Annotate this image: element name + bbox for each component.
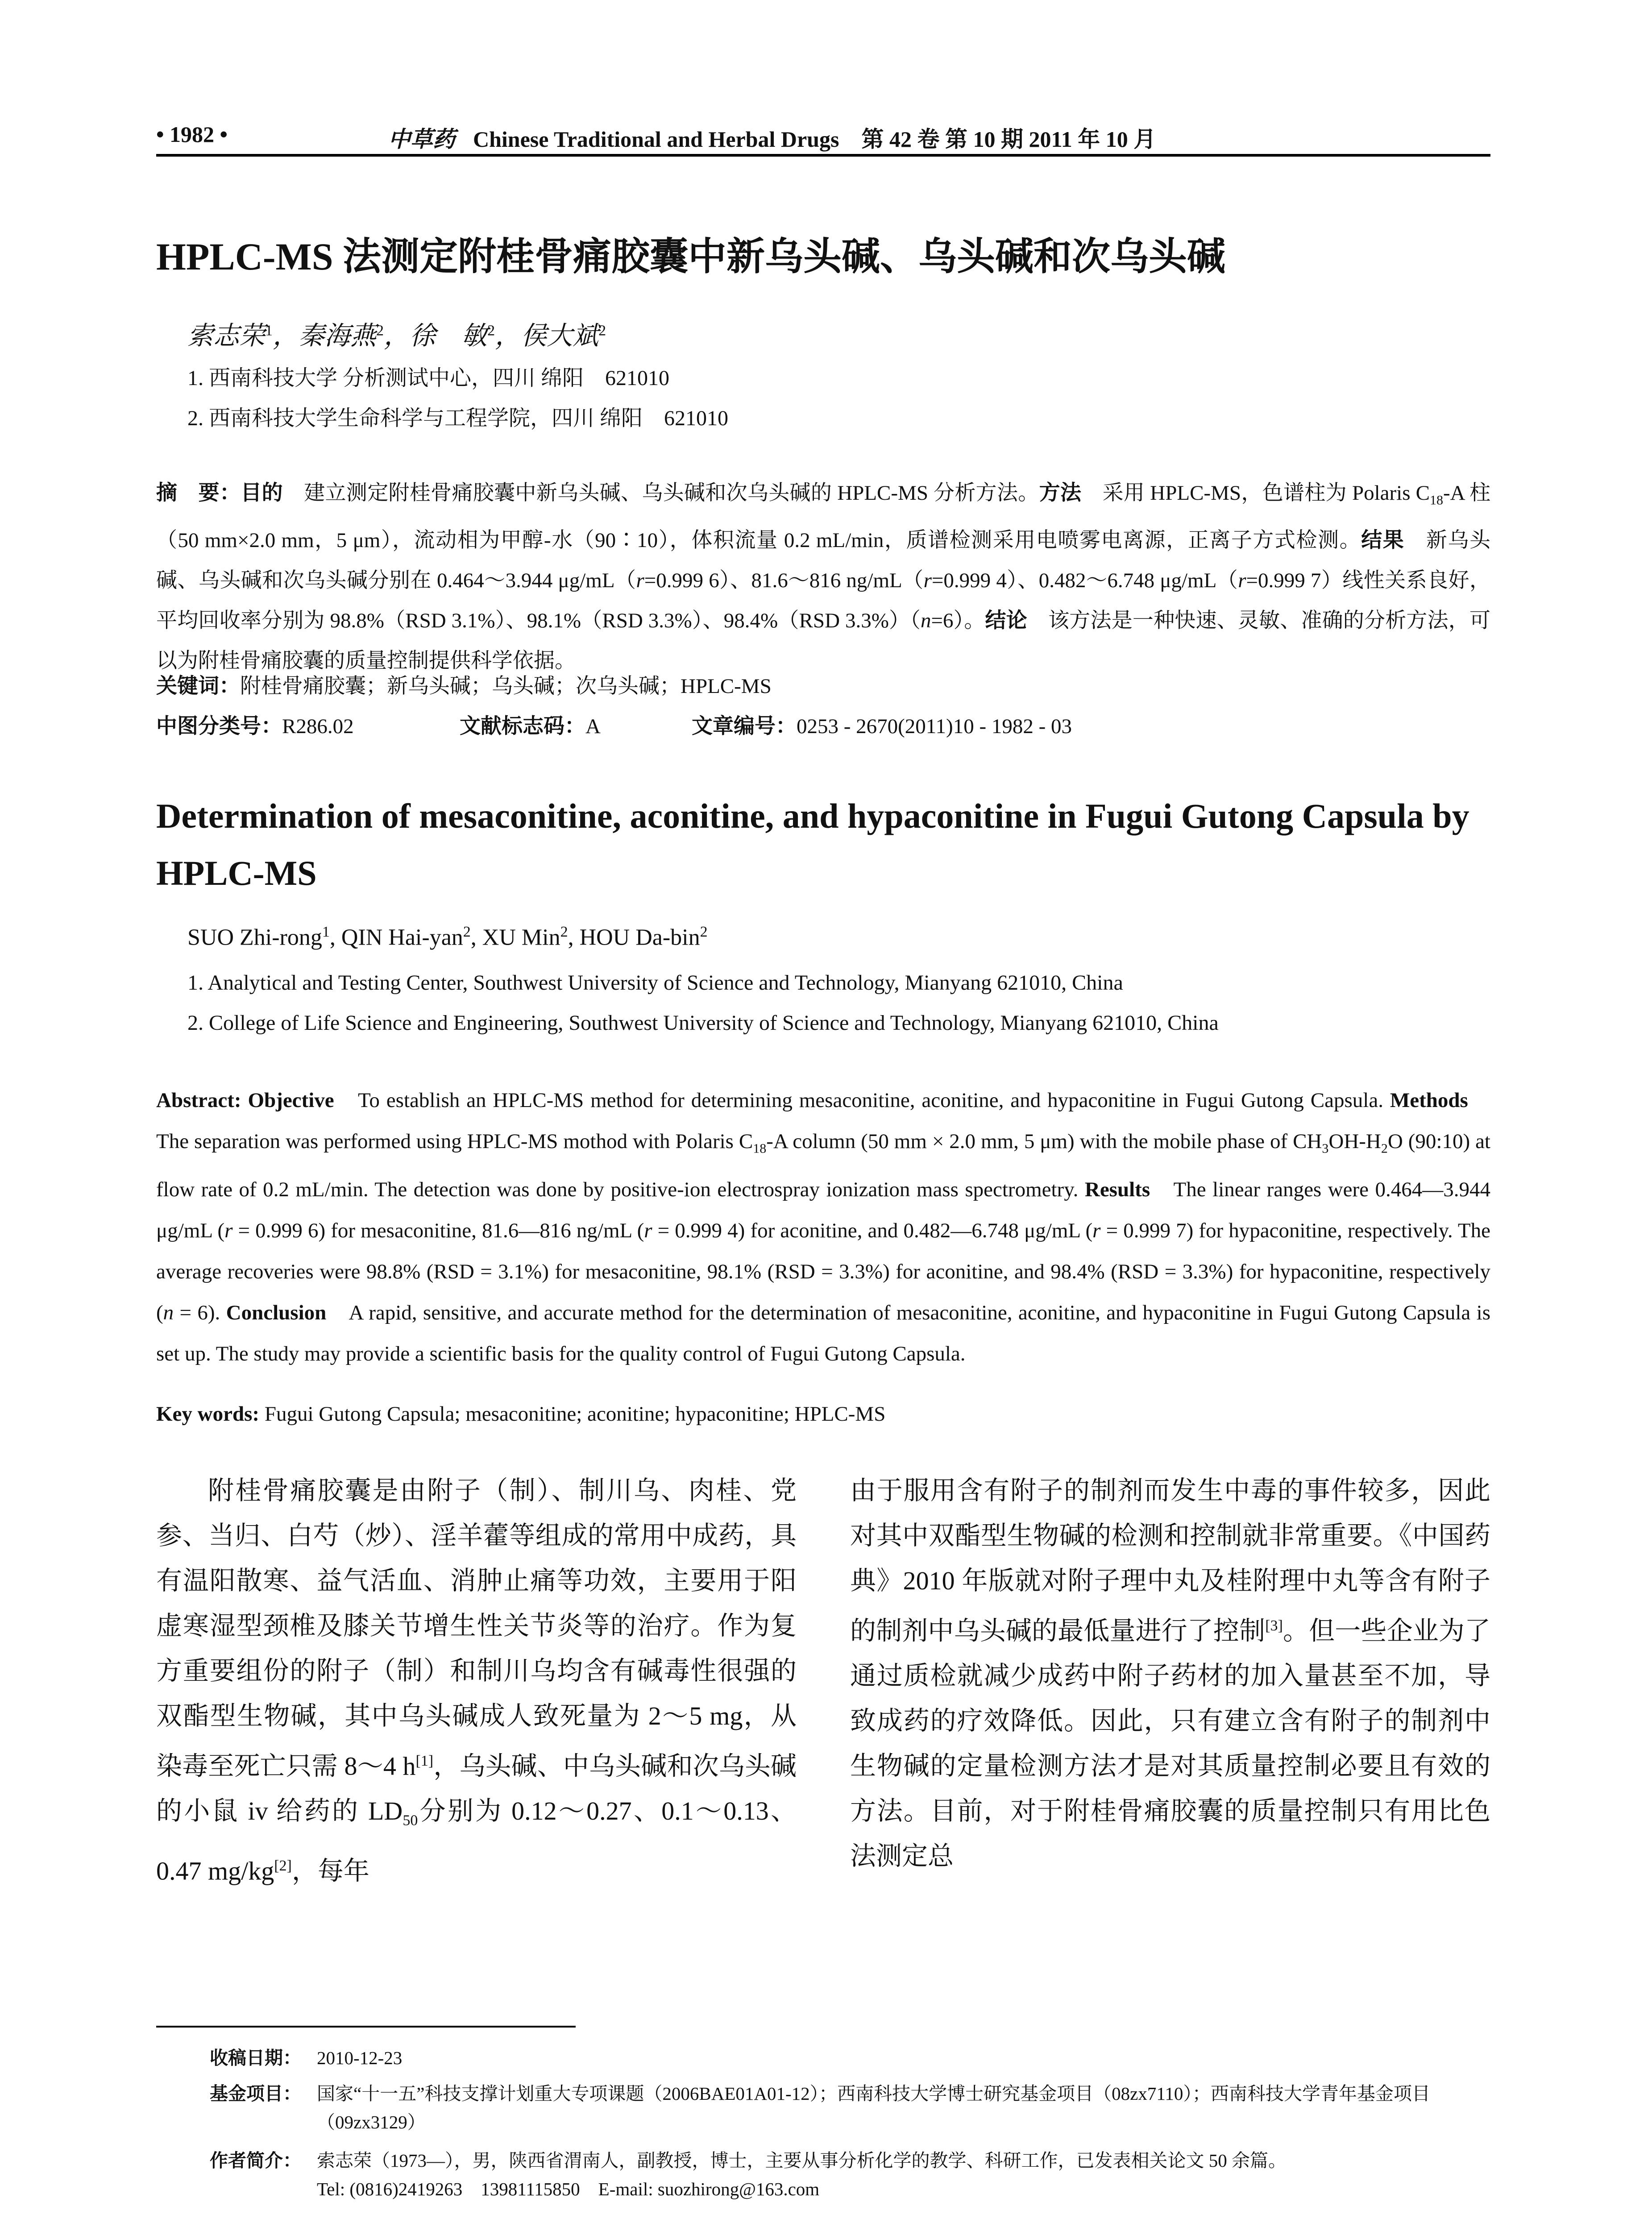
subscript: 18 [753, 1141, 767, 1156]
en-affiliation-1: 1. Analytical and Testing Center, Southwest University of Science and Technology, Mianyang 621010, China [187, 971, 1123, 995]
body-column-left [156, 1468, 797, 1893]
italic-symbol: r [1238, 569, 1246, 593]
author-affil-mark: 1 [265, 322, 273, 339]
doc-code-label: 文献标志码： [460, 715, 585, 738]
subscript: 50 [403, 1812, 418, 1829]
cn-methods-text: 采用 HPLC-MS，色谱柱为 Polaris C [1081, 481, 1430, 505]
citation: [2] [274, 1857, 292, 1874]
cn-results-text: =0.999 7）线性关系良好，平均回收率分别为 98.8%（RSD 3.1%）、98.1%（RSD 3.3%）、98.4%（RSD 3.3%）（ [156, 569, 1490, 633]
subscript: 18 [1429, 493, 1443, 508]
cn-objective-label: 目的 [241, 481, 283, 505]
footnote-text: 2010-12-23 [317, 2048, 403, 2068]
en-results-label: Results [1084, 1178, 1150, 1202]
author-name: HOU Da-bin [579, 925, 700, 950]
page-number: • 1982 • [156, 122, 228, 147]
author-affil-mark: 2 [487, 322, 495, 339]
author-name: 侯大斌 [521, 321, 599, 350]
italic-symbol: r [636, 569, 644, 593]
footnote-rule [156, 2026, 576, 2028]
author-affil-mark: 2 [598, 322, 606, 339]
author-name: SUO Zhi-rong [187, 925, 322, 950]
italic-symbol: r [1092, 1219, 1101, 1243]
en-methods-text: -A column (50 mm × 2.0 mm, 5 μm) with the mobile phase of CH [766, 1130, 1322, 1153]
body-text: ，乌头碱、中乌头碱和次乌头碱的小鼠 iv 给药的 LD [156, 1751, 797, 1826]
citation: [3] [1265, 1617, 1283, 1634]
en-abstract-label: Abstract: Objective [156, 1089, 334, 1112]
cn-results-text: =6）。 [931, 609, 985, 633]
body-text: 附桂骨痛胶囊是由附子（制）、制川乌、肉桂、党参、当归、白芍（炒）、淫羊藿等组成的常用中成药，具有温阳散寒、益气活血、消肿止痛等功效，主要用于阳虚寒湿型颈椎及膝关节增生性关节炎等的治疗。作为复方重要组份的附子（制）和制川乌均含有碱毒性很强的双酯型生物碱，其中乌头碱成人致死量为 2～5 mg，从染毒至死亡只需 8～4 h [156, 1476, 797, 1781]
body-text: 分别为 0.12～0.27、0.1～0.13、0.47 mg/kg [156, 1796, 797, 1886]
author-affil-mark: 2 [376, 322, 384, 339]
author-affil-mark: 2 [700, 924, 708, 940]
italic-symbol: n [163, 1301, 174, 1325]
journal-name-en: Chinese Traditional and Herbal Drugs [473, 127, 839, 152]
footnote-funding [210, 2079, 1490, 2136]
en-results-text: = 0.999 7) for hypaconitine, respectively. The average recoveries were 98.8% (RSD = 3.1%) for mesaconitine, 98.1% (RSD = 3.3%) for aconitine, and 98.4% (RSD = 3.3%) for hypaconitine, respectively ( [156, 1219, 1490, 1325]
cn-affiliation-1: 1. 西南科技大学 分析测试中心，四川 绵阳 621010 [187, 366, 670, 390]
cn-results-text: =0.999 4）、0.482～6.748 μg/mL（ [931, 569, 1238, 593]
cn-abstract [156, 473, 1490, 681]
author-affil-mark: 1 [322, 924, 330, 940]
author-name: 徐 敏 [410, 321, 488, 350]
subscript: 3 [1322, 1141, 1329, 1156]
italic-symbol: n [920, 609, 931, 633]
footnote-author-bio [210, 2146, 1490, 2203]
author-affil-mark: 2 [463, 924, 471, 940]
footnote-label: 基金项目： [210, 2083, 301, 2104]
author-name: 秦海燕 [299, 321, 377, 350]
en-authors: SUO Zhi-rong$^1$, QIN Hai-yan$^2$, XU Min$^2$, HOU Da-bin$^2$ [187, 924, 708, 950]
cn-results-text: =0.999 6）、81.6～816 ng/mL（ [644, 569, 924, 593]
en-methods-text: The separation was performed using HPLC-MS mothod with Polaris C [156, 1089, 1490, 1153]
article-no-label: 文章编号： [692, 715, 797, 738]
citation: [1] [415, 1753, 434, 1769]
cn-abstract-label: 摘 要： [156, 481, 241, 505]
en-title: Determination of mesaconitine, aconitine, and hypaconitine in Fugui Gutong Capsula by HPLC-MS [156, 796, 1469, 892]
subscript: 2 [1381, 1141, 1388, 1156]
author-name: 索志荣 [187, 321, 266, 350]
doc-code-value: A [585, 715, 601, 738]
footnote-contact: Tel: (0816)2419263 13981115850 E-mail: suozhirong@163.com [317, 2179, 820, 2199]
en-keywords-text: Fugui Gutong Capsula; mesaconitine; aconitine; hypaconitine; HPLC-MS [259, 1402, 886, 1426]
body-text: 由于服用含有附子的制剂而发生中毒的事件较多，因此对其中双酯型生物碱的检测和控制就非常重要。《中国药典》2010 年版就对附子理中丸及桂附理中丸等含有附子的制剂中乌头碱的最低量进行了控制 [850, 1476, 1490, 1646]
cn-conclusion-label: 结论 [985, 609, 1027, 633]
cn-methods-label: 方法 [1039, 481, 1082, 505]
cn-conclusion-text: 该方法是一种快速、灵敏、准确的分析方法，可以为附桂骨痛胶囊的质量控制提供科学依据。 [156, 609, 1490, 673]
cn-results-text: 新乌头碱、乌头碱和次乌头碱分别在 0.464～3.944 μg/mL（ [156, 529, 1491, 593]
italic-symbol: r [224, 1219, 233, 1243]
author-affil-mark: 2 [560, 924, 568, 940]
en-methods-text: O (90:10) at flow rate of 0.2 mL/min. The detection was done by positive-ion electrospray ionization mass spectrometry. [156, 1130, 1490, 1202]
cn-results-label: 结果 [1361, 529, 1405, 552]
en-keywords-label: Key words: [156, 1402, 260, 1426]
author-name: QIN Hai-yan [341, 925, 463, 950]
cn-keywords [156, 669, 772, 699]
cn-methods-text: -A 柱（50 mm×2.0 mm，5 μm），流动相为甲醇-水（90∶10），体积流量 0.2 mL/min，质谱检测采用电喷雾电离源，正离子方式检测。 [156, 481, 1491, 552]
clc-label: 中图分类号： [156, 715, 282, 738]
en-results-text: The linear ranges were 0.464—3.944 μg/mL ( [156, 1178, 1490, 1243]
en-keywords [156, 1402, 885, 1426]
body-text: ，每年 [291, 1856, 369, 1886]
cn-classification [156, 709, 1072, 739]
footnote-text: 索志荣（1973—），男，陕西省渭南人，副教授，博士，主要从事分析化学的教学、科研工作，已发表相关论文 50 余篇。 [317, 2150, 1287, 2171]
cn-title: HPLC-MS 法测定附桂骨痛胶囊中新乌头碱、乌头碱和次乌头碱 [156, 235, 1226, 278]
en-results-text: = 6). [174, 1301, 226, 1325]
author-name: XU Min [482, 925, 560, 950]
en-methods-label: Methods [1390, 1089, 1468, 1112]
footnote-label: 作者简介： [210, 2150, 301, 2171]
en-methods-text: OH-H [1328, 1130, 1381, 1153]
cn-authors: 索志荣$^1$，秦海燕$^2$，徐 敏$^2$，侯大斌$^2$ [187, 321, 606, 350]
footnote-text: 国家“十一五”科技支撑计划重大专项课题（2006BAE01A01-12）；西南科技大学博士研究基金项目（08zx7110）；西南科技大学青年基金项目（09zx3129） [317, 2083, 1430, 2132]
header-rule [156, 154, 1490, 157]
en-results-text: = 0.999 6) for mesaconitine, 81.6—816 ng/mL ( [232, 1219, 644, 1243]
body-column-right [850, 1468, 1490, 1879]
cn-keywords-label: 关键词： [156, 675, 240, 698]
cn-keywords-text: 附桂骨痛胶囊；新乌头碱；乌头碱；次乌头碱；HPLC-MS [240, 675, 772, 698]
footnote-label: 收稿日期： [210, 2048, 301, 2068]
footnote-received [210, 2044, 1490, 2072]
journal-line [388, 121, 1156, 153]
en-conclusion-label: Conclusion [226, 1301, 327, 1325]
en-abstract [156, 1080, 1490, 1374]
clc-value: R286.02 [282, 715, 354, 738]
cn-affiliation-2: 2. 西南科技大学生命科学与工程学院，四川 绵阳 621010 [187, 406, 729, 430]
running-header [156, 121, 1490, 157]
italic-symbol: r [644, 1219, 652, 1243]
article-no-value: 0253 - 2670(2011)10 - 1982 - 03 [797, 715, 1072, 738]
en-objective-text: To establish an HPLC-MS method for determining mesaconitine, aconitine, and hypaconitine in Fugui Gutong Capsula. [334, 1089, 1390, 1112]
issue-info: 第 42 卷 第 10 期 2011 年 10 月 [861, 127, 1156, 152]
en-affiliation-2: 2. College of Life Science and Engineering, Southwest University of Science and Technology, Mianyang 621010, China [187, 1011, 1219, 1035]
en-conclusion-text: A rapid, sensitive, and accurate method for the determination of mesaconitine, aconitine, and hypaconitine in Fugui Gutong Capsula is set up. The study may provide a scientific basis for the quality control of Fugui Gutong Capsula. [156, 1301, 1490, 1366]
journal-name-cn: 中草药 [388, 127, 455, 152]
en-results-text: = 0.999 4) for aconitine, and 0.482—6.748 μg/mL ( [652, 1219, 1093, 1243]
body-text: 。但一些企业为了通过质检就减少成药中附子药材的加入量甚至不加，导致成药的疗效降低。因此，只有建立含有附子的制剂中生物碱的定量检测方法才是对其质量控制必要且有效的方法。目前，对于附桂骨痛胶囊的质量控制只有用比色法测定总 [850, 1616, 1490, 1871]
cn-objective-text: 建立测定附桂骨痛胶囊中新乌头碱、乌头碱和次乌头碱的 HPLC-MS 分析方法。 [282, 481, 1039, 505]
italic-symbol: r [923, 569, 932, 593]
